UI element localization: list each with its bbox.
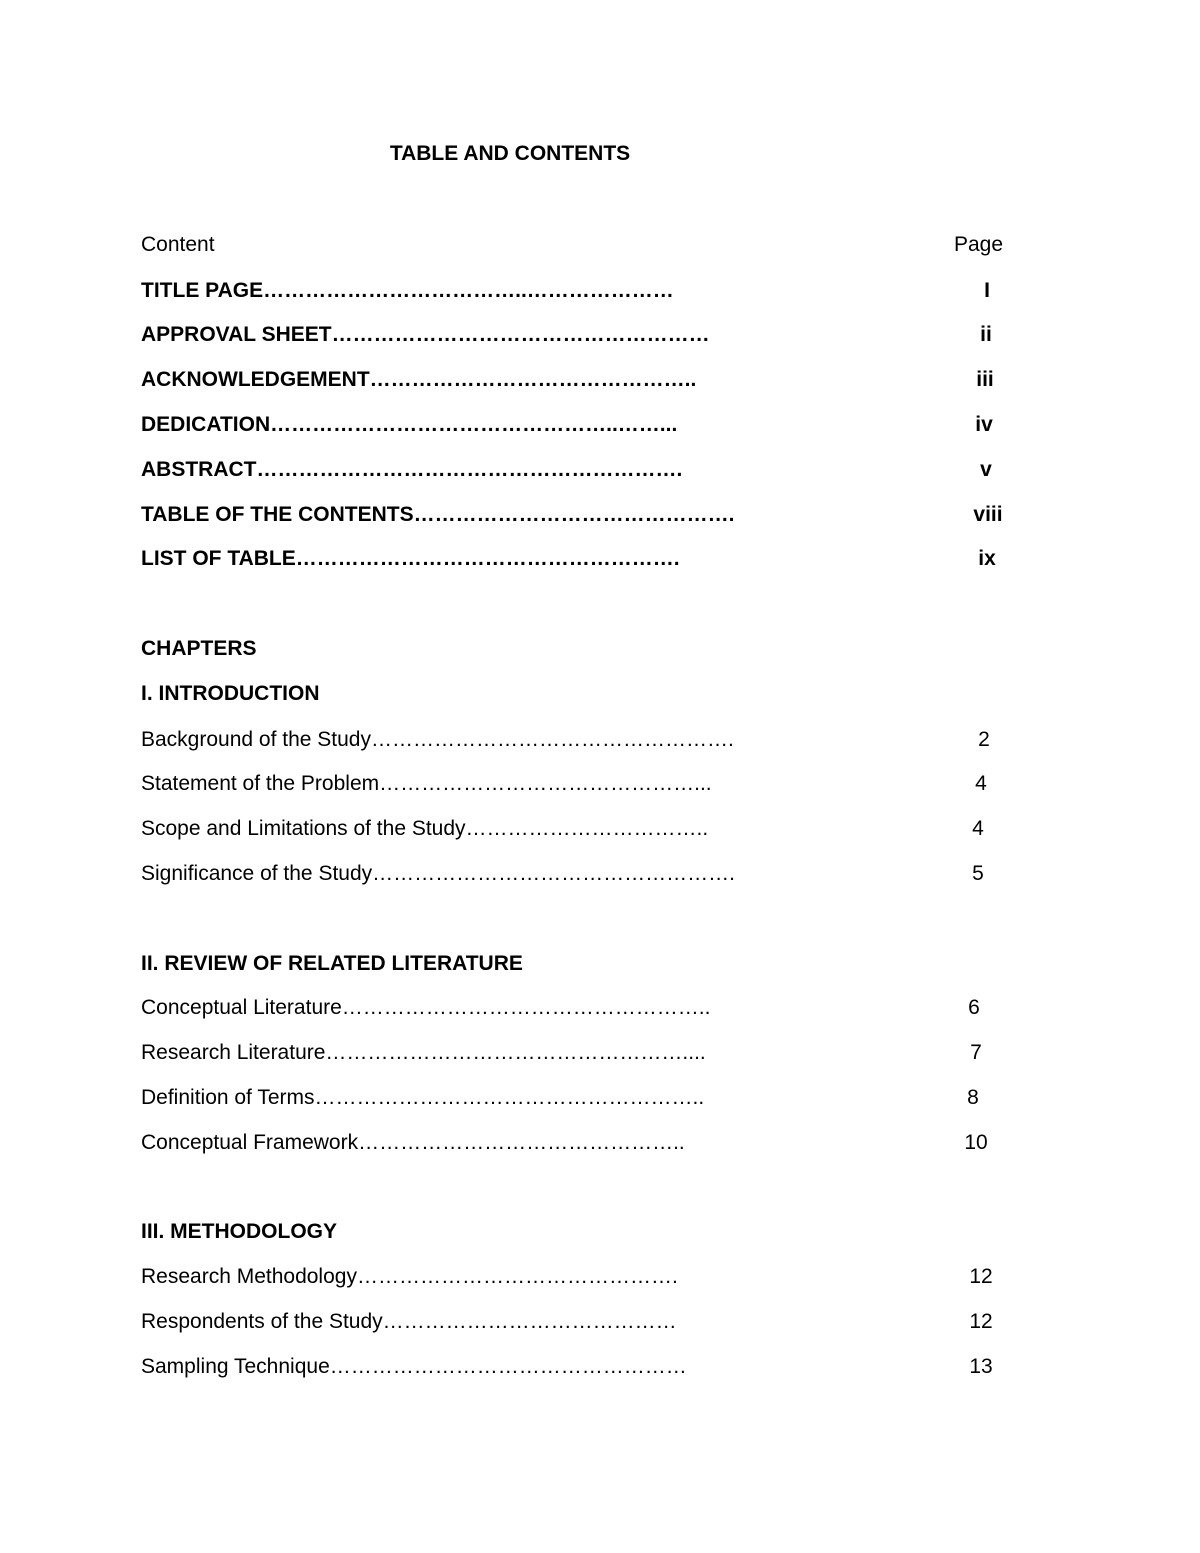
toc-entry xyxy=(141,410,1041,440)
toc-entry xyxy=(141,993,1041,1023)
toc-entry xyxy=(141,1352,1041,1382)
toc-entry-page: ii xyxy=(980,323,992,346)
toc-entry-label: Definition of Terms……………………………………………….. xyxy=(141,1086,705,1109)
toc-entry xyxy=(141,1307,1041,1337)
toc-entry-label: Significance of the Study……………………………………………. xyxy=(141,862,735,885)
toc-entry-label: APPROVAL SHEET……………………………………………… xyxy=(141,323,710,346)
toc-entry-page: 8 xyxy=(967,1086,979,1109)
toc-entry xyxy=(141,455,1041,485)
chapter-heading: II. REVIEW OF RELATED LITERATURE xyxy=(141,952,523,975)
toc-entry xyxy=(141,276,1041,306)
toc-entry-page: 4 xyxy=(975,772,987,795)
toc-entry-page: 5 xyxy=(972,862,984,885)
toc-entry-label: Sampling Technique…………………………………………… xyxy=(141,1355,687,1378)
toc-entry-page: 4 xyxy=(972,817,984,840)
toc-entry xyxy=(141,859,1041,889)
toc-entry-label: Conceptual Literature…………………………………………….. xyxy=(141,996,711,1019)
toc-entry-page: 10 xyxy=(964,1131,988,1154)
toc-entry-page: 2 xyxy=(978,728,990,751)
toc-entry xyxy=(141,1083,1041,1113)
toc-entry xyxy=(141,1128,1041,1158)
toc-entry-label: Respondents of the Study…………………………………… xyxy=(141,1310,677,1333)
chapter-heading: I. INTRODUCTION xyxy=(141,682,320,705)
toc-entry-page: viii xyxy=(973,503,1003,526)
content-column-header: Content xyxy=(141,233,215,256)
toc-entry xyxy=(141,1038,1041,1068)
toc-entry xyxy=(141,365,1041,395)
chapter-heading: III. METHODOLOGY xyxy=(141,1220,338,1243)
toc-entry-page: 6 xyxy=(968,996,980,1019)
toc-entry xyxy=(141,769,1041,799)
toc-entry-page: ix xyxy=(978,547,996,570)
toc-entry-label: LIST OF TABLE………………………………………………. xyxy=(141,547,680,570)
toc-entry-label: DEDICATION…………………………………………..……... xyxy=(141,413,678,436)
toc-entry-label: ACKNOWLEDGEMENT……………………………………….. xyxy=(141,368,697,391)
chapters-heading: CHAPTERS xyxy=(141,637,257,660)
toc-entry xyxy=(141,544,1041,574)
toc-entry-page: 7 xyxy=(970,1041,982,1064)
toc-entry xyxy=(141,320,1041,350)
document-title: TABLE AND CONTENTS xyxy=(389,142,631,165)
toc-entry-page: iv xyxy=(975,413,993,436)
toc-entry-page: 12 xyxy=(969,1265,993,1288)
toc-entry-page: I xyxy=(984,279,990,302)
toc-entry-label: ABSTRACT……………………………………………………. xyxy=(141,458,683,481)
toc-entry xyxy=(141,725,1041,755)
toc-entry-label: Statement of the Problem………………………………………... xyxy=(141,772,712,795)
toc-entry-page: v xyxy=(980,458,992,481)
toc-entry xyxy=(141,1262,1041,1292)
toc-entry-label: Scope and Limitations of the Study…………………………….. xyxy=(141,817,709,840)
toc-entry xyxy=(141,500,1041,530)
toc-entry-page: 13 xyxy=(969,1355,993,1378)
toc-entry-label: Research Methodology………………………………………. xyxy=(141,1265,678,1288)
toc-entry xyxy=(141,814,1041,844)
toc-entry-label: TITLE PAGE………………………………..………………… xyxy=(141,279,674,302)
toc-entry-page: iii xyxy=(976,368,994,391)
toc-entry-label: Background of the Study……………………………………………. xyxy=(141,728,734,751)
toc-entry-page: 12 xyxy=(969,1310,993,1333)
toc-entry-label: TABLE OF THE CONTENTS………………………………………. xyxy=(141,503,735,526)
page-column-header: Page xyxy=(954,233,1004,256)
toc-entry-label: Conceptual Framework……………………………………….. xyxy=(141,1131,685,1154)
toc-entry-label: Research Literature…………………………………………….... xyxy=(141,1041,706,1064)
